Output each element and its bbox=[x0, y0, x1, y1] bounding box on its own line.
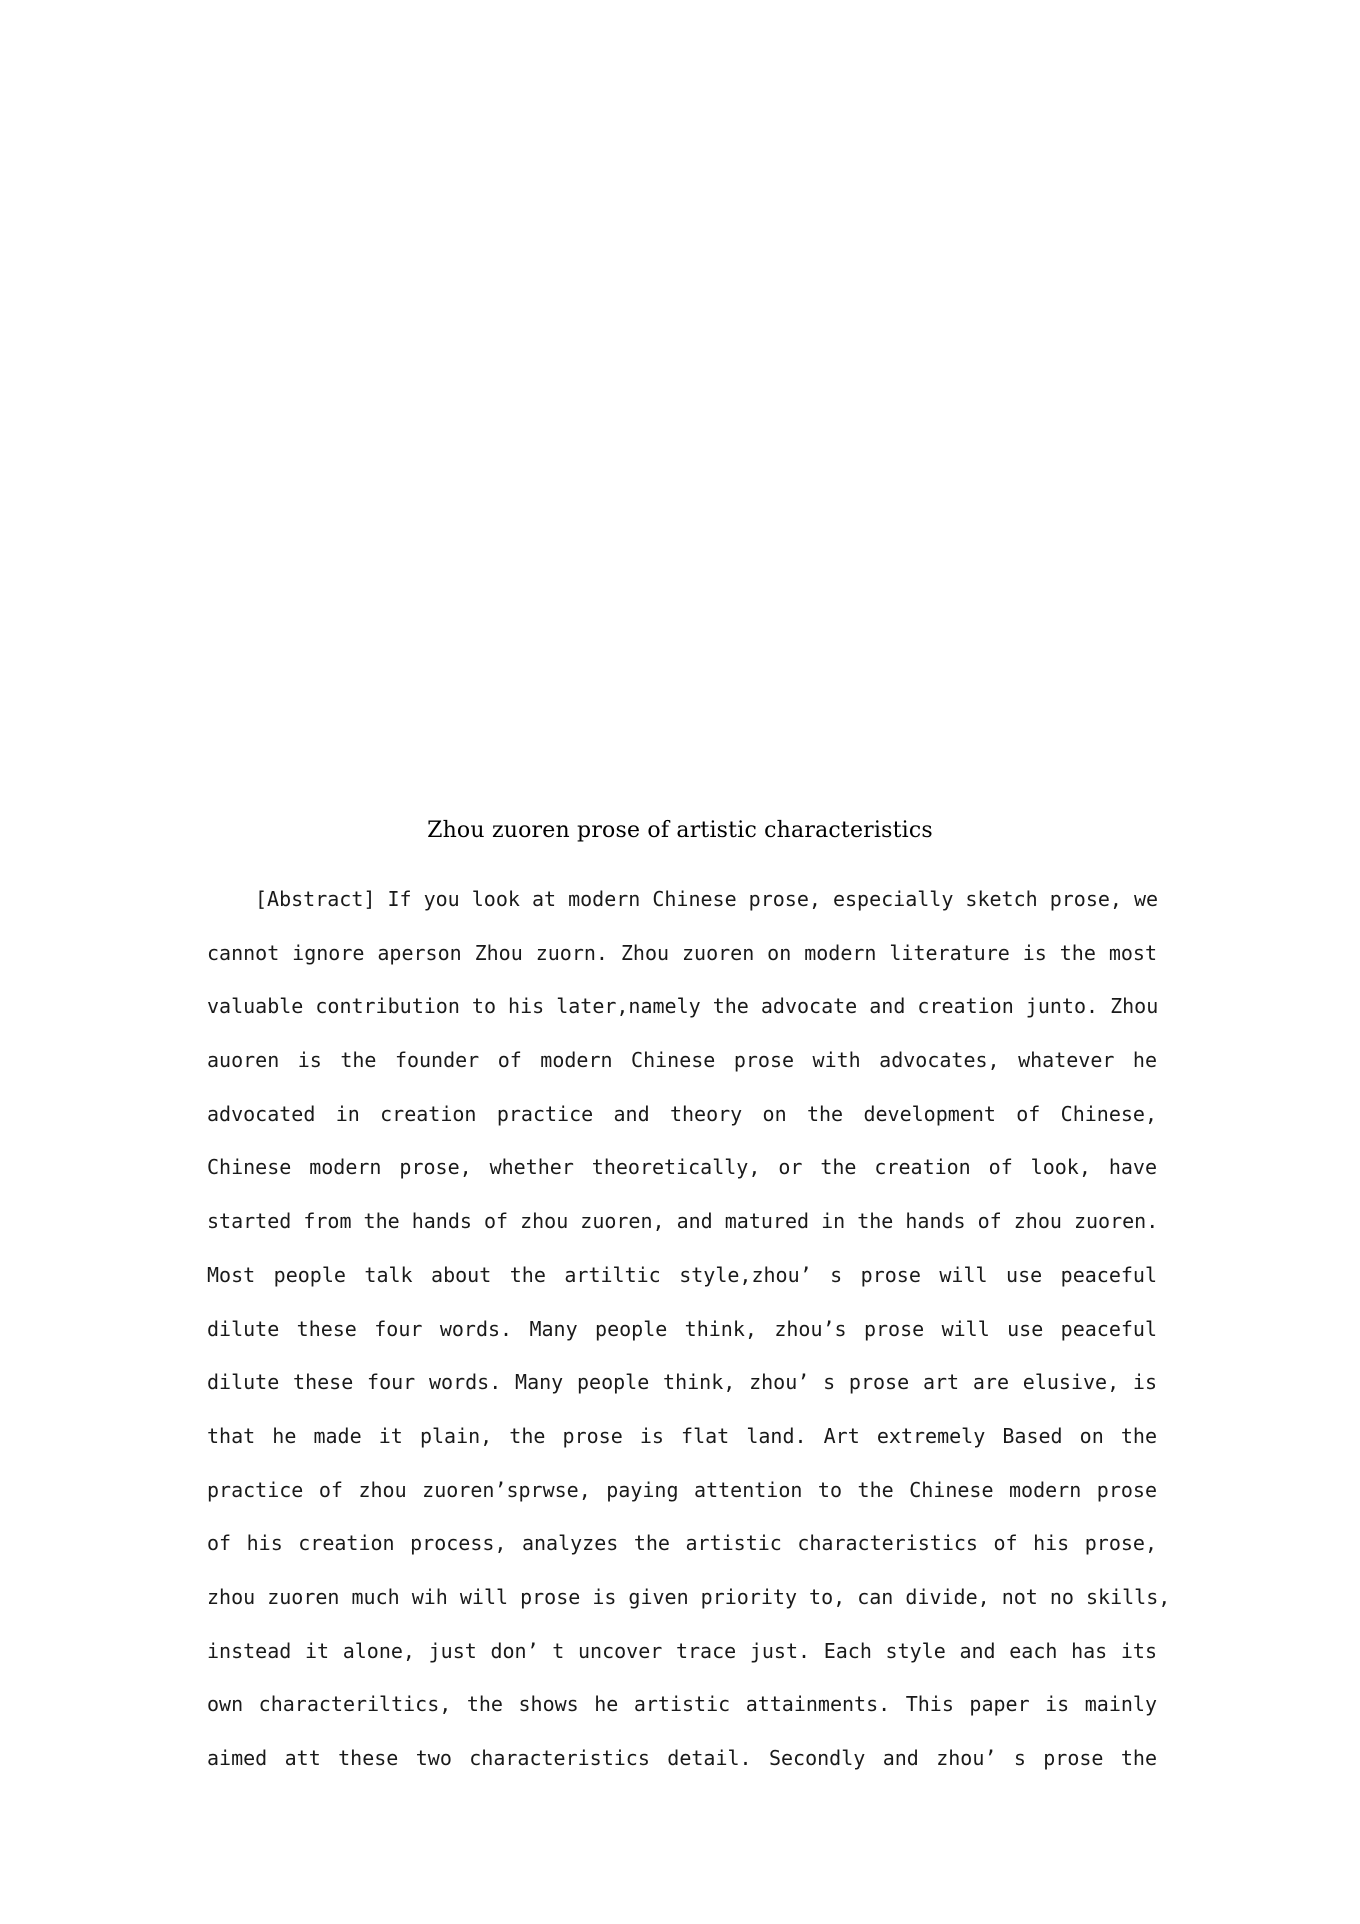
abstract-line: advocated in creation practice and theory on the development of Chinese, bbox=[207, 1101, 1157, 1126]
document-title: Zhou zuoren prose of artistic characteristics bbox=[427, 818, 933, 843]
abstract-line: [Abstract] If you look at modern Chinese prose, especially sketch prose, we bbox=[255, 887, 1159, 911]
abstract-line: Most people talk about the artiltic style,zhou’ s prose will use peaceful bbox=[207, 1262, 1157, 1287]
abstract-line: practice of zhou zuoren’sprwse, paying attention to the Chinese modern prose bbox=[207, 1477, 1157, 1502]
abstract-line: Chinese modern prose, whether theoretically, or the creation of look, have bbox=[207, 1155, 1157, 1180]
abstract-line: dilute these four words. Many people think, zhou’ s prose art are elusive, is bbox=[207, 1370, 1157, 1395]
abstract-line: dilute these four words. Many people think, zhou’s prose will use peaceful bbox=[207, 1316, 1157, 1341]
abstract-line: auoren is the founder of modern Chinese prose with advocates, whatever he bbox=[207, 1048, 1157, 1073]
abstract-line: zhou zuoren much wih will prose is given priority to, can divide, not no skills, bbox=[207, 1584, 1171, 1609]
abstract-paragraph bbox=[207, 873, 1171, 1786]
abstract-line: own characteriltics, the shows he artistic attainments. This paper is mainly bbox=[207, 1692, 1157, 1717]
abstract-line: instead it alone, just don’ t uncover trace just. Each style and each has its bbox=[207, 1638, 1157, 1663]
abstract-line: of his creation process, analyzes the artistic characteristics of his prose, bbox=[207, 1531, 1157, 1556]
abstract-line: that he made it plain, the prose is flat land. Art extremely Based on the bbox=[207, 1423, 1157, 1448]
abstract-line: aimed att these two characteristics detail. Secondly and zhou’ s prose the bbox=[207, 1746, 1157, 1770]
abstract-line: valuable contribution to his later,namely the advocate and creation junto. Zhou bbox=[207, 994, 1159, 1019]
abstract-line: started from the hands of zhou zuoren, and matured in the hands of zhou zuoren. bbox=[207, 1209, 1159, 1234]
abstract-line: cannot ignore aperson Zhou zuorn. Zhou zuoren on modern literature is the most bbox=[207, 940, 1157, 965]
